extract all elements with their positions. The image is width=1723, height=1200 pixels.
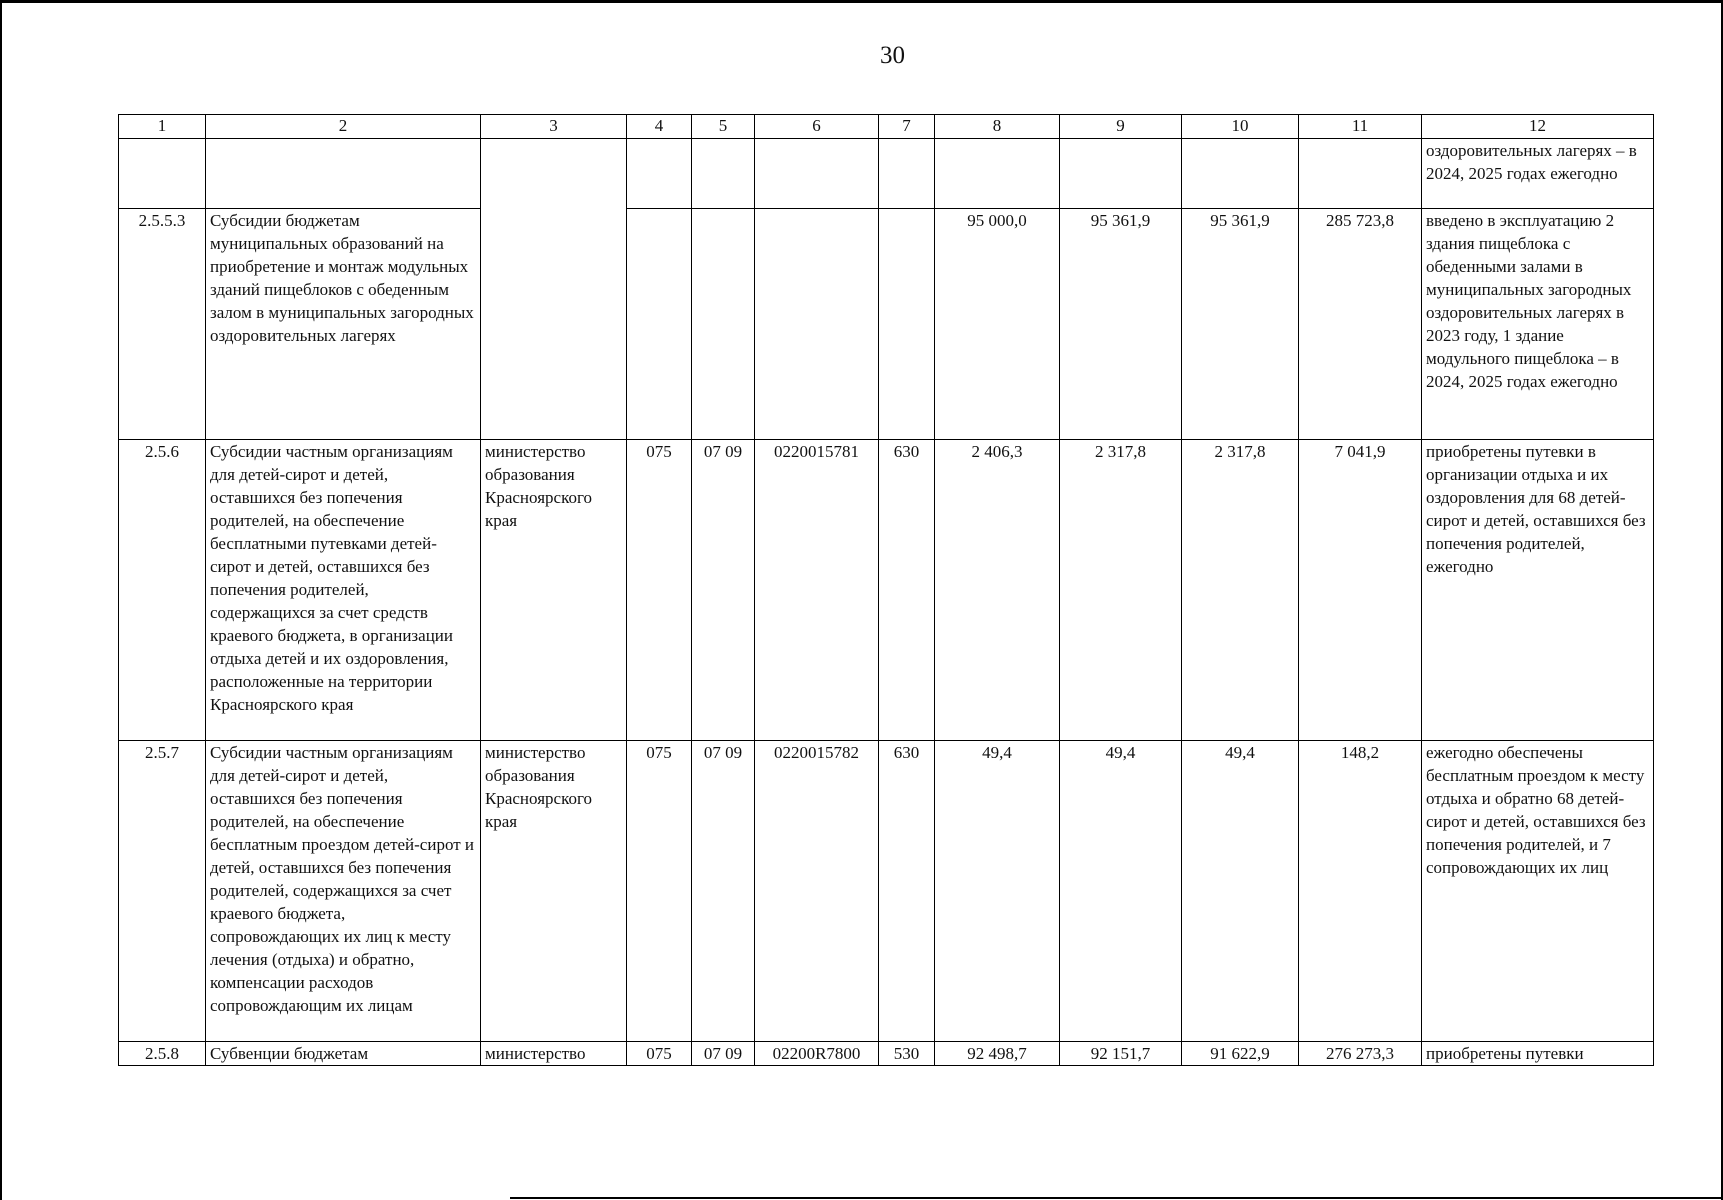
table-row xyxy=(119,741,1654,1042)
cell-total: 285 723,8 xyxy=(1299,209,1422,440)
page-number: 30 xyxy=(880,42,905,69)
cell-result: приобретены путевки xyxy=(1422,1042,1654,1066)
cell-result: ежегодно обеспечены бесплатным проездом к месту отдыха и обратно 68 детей-сирот и детей, оставшихся без попечения родителей, и 7 сопровождающих их лиц xyxy=(1422,741,1654,1042)
header-cell: 10 xyxy=(1182,115,1299,139)
cell-name: Субсидии бюджетам муниципальных образований на приобретение и монтаж модульных зданий пищеблоков с обеденным залом в муниципальных загородных оздоровительных лагерях xyxy=(206,209,481,440)
header-row xyxy=(119,115,1654,139)
cell-code xyxy=(627,209,692,440)
header-cell: 8 xyxy=(935,115,1060,139)
cell-code: 075 xyxy=(627,1042,692,1066)
cell-num xyxy=(119,139,206,209)
cell-y2024 xyxy=(1060,139,1182,209)
header-cell: 7 xyxy=(879,115,935,139)
cell-target: 02200R7800 xyxy=(755,1042,879,1066)
table-row xyxy=(119,440,1654,741)
cell-y2023: 49,4 xyxy=(935,741,1060,1042)
cell-num: 2.5.8 xyxy=(119,1042,206,1066)
header-cell: 11 xyxy=(1299,115,1422,139)
cell-vr: 630 xyxy=(879,741,935,1042)
cell-section: 07 09 xyxy=(692,1042,755,1066)
header-cell: 3 xyxy=(481,115,627,139)
table-row xyxy=(119,1042,1654,1066)
cell-vr: 630 xyxy=(879,440,935,741)
cell-num: 2.5.6 xyxy=(119,440,206,741)
cell-name: Субвенции бюджетам xyxy=(206,1042,481,1066)
cell-y2023: 95 000,0 xyxy=(935,209,1060,440)
cell-result: приобретены путевки в организации отдыха и их оздоровления для 68 детей-сирот и детей, оставшихся без попечения родителей, ежегодно xyxy=(1422,440,1654,741)
cell-total xyxy=(1299,139,1422,209)
cell-y2025 xyxy=(1182,139,1299,209)
cell-target: 0220015782 xyxy=(755,741,879,1042)
cell-total: 7 041,9 xyxy=(1299,440,1422,741)
cell-vr xyxy=(879,139,935,209)
header-cell: 6 xyxy=(755,115,879,139)
cell-code: 075 xyxy=(627,741,692,1042)
cell-grbs: министерство xyxy=(481,1042,627,1066)
cell-y2024: 2 317,8 xyxy=(1060,440,1182,741)
cell-vr xyxy=(879,209,935,440)
cell-name: Субсидии частным организациям для детей-сирот и детей, оставшихся без попечения родителей, на обеспечение бесплатными путевками детей-сирот и детей, оставшихся без попечения родителей, содержащихся за счет средств краевого бюджета, в организации отдыха детей и их оздоровления, расположенные на территории Красноярского края xyxy=(206,440,481,741)
cell-vr: 530 xyxy=(879,1042,935,1066)
header-cell: 1 xyxy=(119,115,206,139)
cell-result: оздоровительных лагерях – в 2024, 2025 годах ежегодно xyxy=(1422,139,1654,209)
header-cell: 12 xyxy=(1422,115,1654,139)
header-cell: 4 xyxy=(627,115,692,139)
cell-y2023 xyxy=(935,139,1060,209)
budget-table xyxy=(118,114,1654,1066)
table-row xyxy=(119,209,1654,440)
cell-target xyxy=(755,209,879,440)
cell-y2024: 92 151,7 xyxy=(1060,1042,1182,1066)
page-bottom-edge xyxy=(510,1197,1722,1199)
cell-y2025: 2 317,8 xyxy=(1182,440,1299,741)
cell-y2023: 92 498,7 xyxy=(935,1042,1060,1066)
cell-section xyxy=(692,209,755,440)
header-cell: 5 xyxy=(692,115,755,139)
cell-name xyxy=(206,139,481,209)
cell-section xyxy=(692,139,755,209)
cell-target: 0220015781 xyxy=(755,440,879,741)
cell-total: 148,2 xyxy=(1299,741,1422,1042)
cell-y2025: 95 361,9 xyxy=(1182,209,1299,440)
cell-name: Субсидии частным организациям для детей-сирот и детей, оставшихся без попечения родителей, на обеспечение бесплатным проездом детей-сирот и детей, оставшихся без попечения родителей, содержащихся за счет краевого бюджета, сопровождающих их лиц к месту лечения (отдыха) и обратно, компенсации расходов сопровождающим их лицам xyxy=(206,741,481,1042)
cell-grbs: министерство образования Красноярского края xyxy=(481,440,627,741)
cell-num: 2.5.7 xyxy=(119,741,206,1042)
cell-y2024: 49,4 xyxy=(1060,741,1182,1042)
table-row xyxy=(119,139,1654,209)
cell-section: 07 09 xyxy=(692,741,755,1042)
cell-result: введено в эксплуатацию 2 здания пищеблока с обеденными залами в муниципальных загородных оздоровительных лагерях в 2023 году, 1 здание модульного пищеблока – в 2024, 2025 годах ежегодно xyxy=(1422,209,1654,440)
cell-y2023: 2 406,3 xyxy=(935,440,1060,741)
cell-total: 276 273,3 xyxy=(1299,1042,1422,1066)
cell-y2025: 49,4 xyxy=(1182,741,1299,1042)
cell-target xyxy=(755,139,879,209)
header-cell: 9 xyxy=(1060,115,1182,139)
cell-section: 07 09 xyxy=(692,440,755,741)
cell-code xyxy=(627,139,692,209)
header-cell: 2 xyxy=(206,115,481,139)
cell-code: 075 xyxy=(627,440,692,741)
cell-grbs xyxy=(481,139,627,440)
cell-y2025: 91 622,9 xyxy=(1182,1042,1299,1066)
cell-grbs: министерство образования Красноярского края xyxy=(481,741,627,1042)
cell-num: 2.5.5.3 xyxy=(119,209,206,440)
cell-y2024: 95 361,9 xyxy=(1060,209,1182,440)
